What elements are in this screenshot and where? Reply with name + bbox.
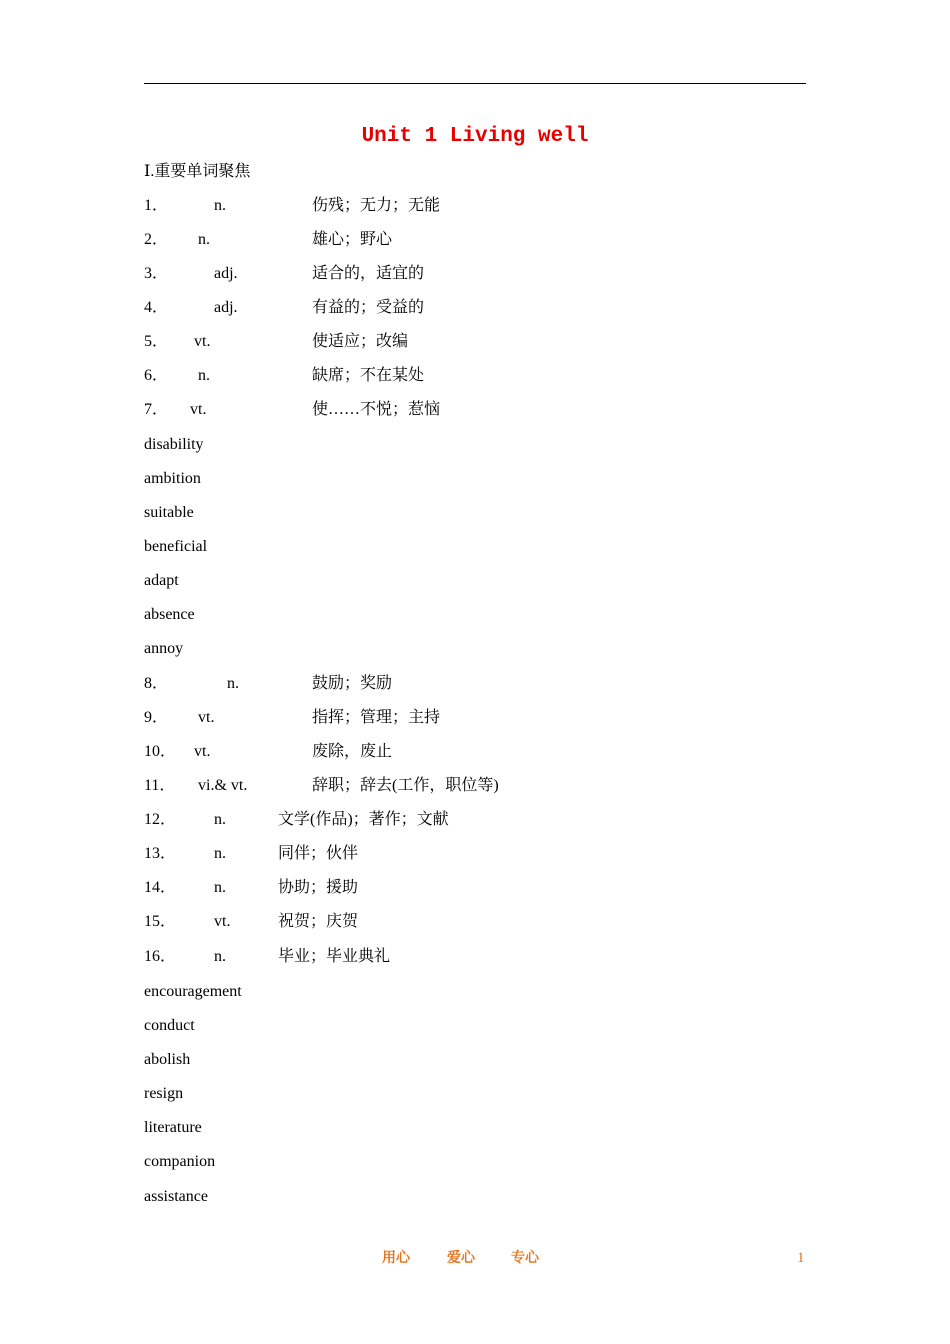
part-of-speech: n. [214,811,226,828]
item-number: 15． [144,913,177,930]
part-of-speech: vt. [214,913,231,930]
item-number: 10． [144,743,177,760]
part-of-speech: adj. [214,265,238,282]
item-number: 14． [144,879,177,896]
part-of-speech: n. [198,367,210,384]
item-number: 12． [144,811,177,828]
part-of-speech: n. [214,879,226,896]
meaning: 伤残；无力；无能 [312,197,441,214]
answer-text: adapt [144,572,179,589]
part-of-speech: n. [227,675,239,692]
item-number: 11． [144,777,176,794]
meaning: 祝贺；庆贺 [278,913,359,930]
header-rule [144,83,806,84]
item-number: 6． [144,367,169,384]
part-of-speech: n. [214,845,226,862]
part-of-speech: n. [198,231,210,248]
answer-text: suitable [144,504,194,521]
answer-text: literature [144,1119,202,1136]
page-title: Unit 1 Living well [361,125,589,148]
meaning: 有益的；受益的 [312,299,425,316]
answer-text: disability [144,436,204,453]
answer-text: abolish [144,1051,191,1068]
answer-text: resign [144,1085,184,1102]
item-number: 16． [144,948,177,965]
meaning: 使……不悦；惹恼 [312,401,441,418]
item-number: 4． [144,299,169,316]
item-number: 7． [144,401,169,418]
meaning: 适合的，适宜的 [312,265,425,282]
answer-text: annoy [144,640,184,657]
item-number: 2． [144,231,169,248]
part-of-speech: vt. [194,333,211,350]
footer-slogan-2: 爱心 [447,1250,475,1266]
part-of-speech: vt. [190,401,207,418]
answer-text: absence [144,606,195,623]
answer-text: beneficial [144,538,208,555]
part-of-speech: vt. [194,743,211,760]
answer-text: companion [144,1153,216,1170]
meaning: 缺席；不在某处 [312,367,425,384]
meaning: 指挥；管理；主持 [312,709,441,726]
answer-text: ambition [144,470,201,487]
answer-text: encouragement [144,983,242,1000]
part-of-speech: adj. [214,299,238,316]
meaning: 文学(作品)；著作；文献 [278,811,449,828]
item-number: 1． [144,197,169,214]
page-number: 1 [797,1250,805,1266]
part-of-speech: vi.& vt. [198,777,248,794]
meaning: 毕业；毕业典礼 [278,948,391,965]
meaning: 协助；援助 [278,879,359,896]
part-of-speech: vt. [198,709,215,726]
meaning: 同伴；伙伴 [278,845,359,862]
item-number: 5． [144,333,169,350]
part-of-speech: n. [214,197,226,214]
answer-text: assistance [144,1188,208,1205]
item-number: 13． [144,845,177,862]
answer-text: conduct [144,1017,195,1034]
meaning: 废除，废止 [312,743,393,760]
meaning: 使适应；改编 [312,333,409,350]
meaning: 雄心；野心 [312,231,393,248]
item-number: 3． [144,265,169,282]
section-heading: Ⅰ.重要单词聚焦 [144,163,251,180]
item-number: 9． [144,709,169,726]
meaning: 鼓励；奖励 [312,675,393,692]
item-number: 8． [144,675,169,692]
footer-slogan-3: 专心 [511,1250,539,1266]
meaning: 辞职；辞去(工作，职位等) [312,777,499,794]
footer-slogan-1: 用心 [382,1250,410,1266]
part-of-speech: n. [214,948,226,965]
